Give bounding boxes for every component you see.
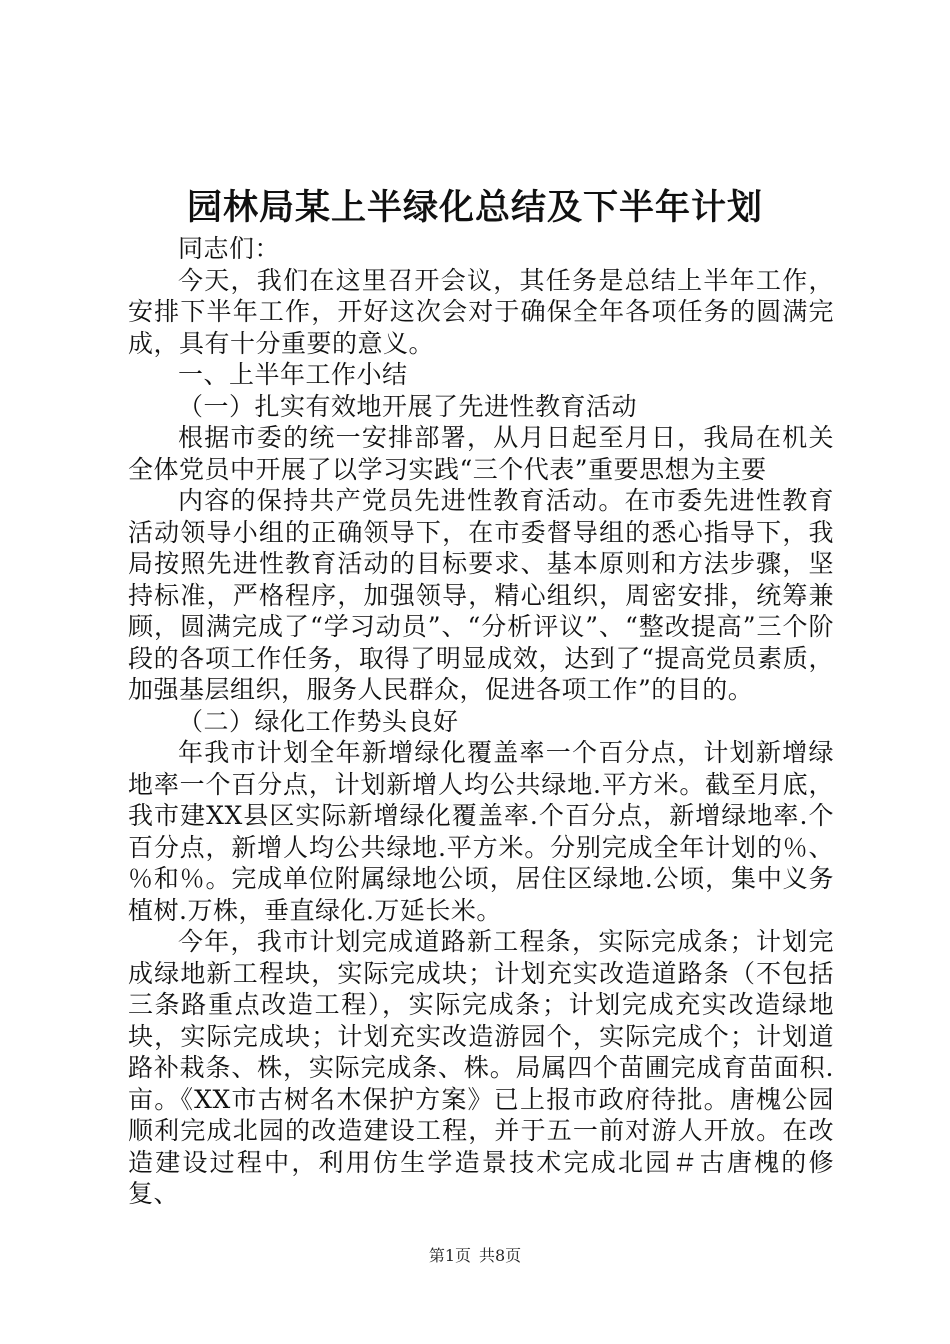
salutation: 同志们： <box>178 234 281 263</box>
document-body <box>128 233 834 1210</box>
intro-paragraph: 今天，我们在这里召开会议，其任务是总结上半年工作，安排下半年工作，开好这次会对于确保全年各项任务的圆满完成，具有十分重要的意义。 <box>128 265 834 358</box>
subsection-heading: （二）绿化工作势头良好 <box>178 706 459 736</box>
body-paragraph: 内容的保持共产党员先进性教育活动。在市委先进性教育活动领导小组的正确领导下，在市委督导组的悉心指导下，我局按照先进性教育活动的目标要求、基本原则和方法步骤，坚持标准，严格程序，加强领导，精心组织，周密安排，统筹兼顾，圆满完成了“学习动员”、“分析评议”、“整改提高”三个阶段的各项工作任务，取得了明显成效，达到了“提高党员素质，加强基层组织，服务人民群众，促进各项工作”的目的。 <box>128 486 834 704</box>
body-paragraph: 年我市计划全年新增绿化覆盖率一个百分点，计划新增绿地率一个百分点，计划新增人均公共绿地.平方米。截至月底，我市建XX县区实际新增绿化覆盖率.个百分点，新增绿地率.个百分点，新增人均公共绿地.平方米。分别完成全年计划的％、％和％。完成单位附属绿地公顷，居住区绿地.公顷，集中义务植树.万株，垂直绿化.万延长米。 <box>128 738 834 925</box>
subsection-heading: （一）扎实有效地开展了先进性教育活动 <box>178 391 638 421</box>
body-paragraph: 今年，我市计划完成道路新工程条，实际完成条；计划完成绿地新工程块，实际完成块；计划充实改造道路条（不包括三条路重点改造工程），实际完成条；计划完成充实改造绿地块，实际完成块；计划充实改造游园个，实际完成个；计划道路补栽条、株，实际完成条、株。局属四个苗圃完成育苗面积.亩。《XX市古树名木保护方案》已上报市政府待批。唐槐公园顺利完成北园的改造建设工程，并于五一前对游人开放。在改造建设过程中，利用仿生学造景技术完成北园＃古唐槐的修复、 <box>128 927 834 1208</box>
page-footer <box>0 1244 950 1268</box>
page-number: 第1页 <box>428 1246 471 1265</box>
page-total: 共8页 <box>479 1246 522 1265</box>
document-title: 园林局某上半绿化总结及下半年计划 <box>186 187 763 228</box>
body-paragraph: 根据市委的统一安排部署，从月日起至月日，我局在机关全体党员中开展了以学习实践“三个代表”重要思想为主要 <box>128 423 834 484</box>
section-heading: 一、上半年工作小结 <box>178 360 408 389</box>
